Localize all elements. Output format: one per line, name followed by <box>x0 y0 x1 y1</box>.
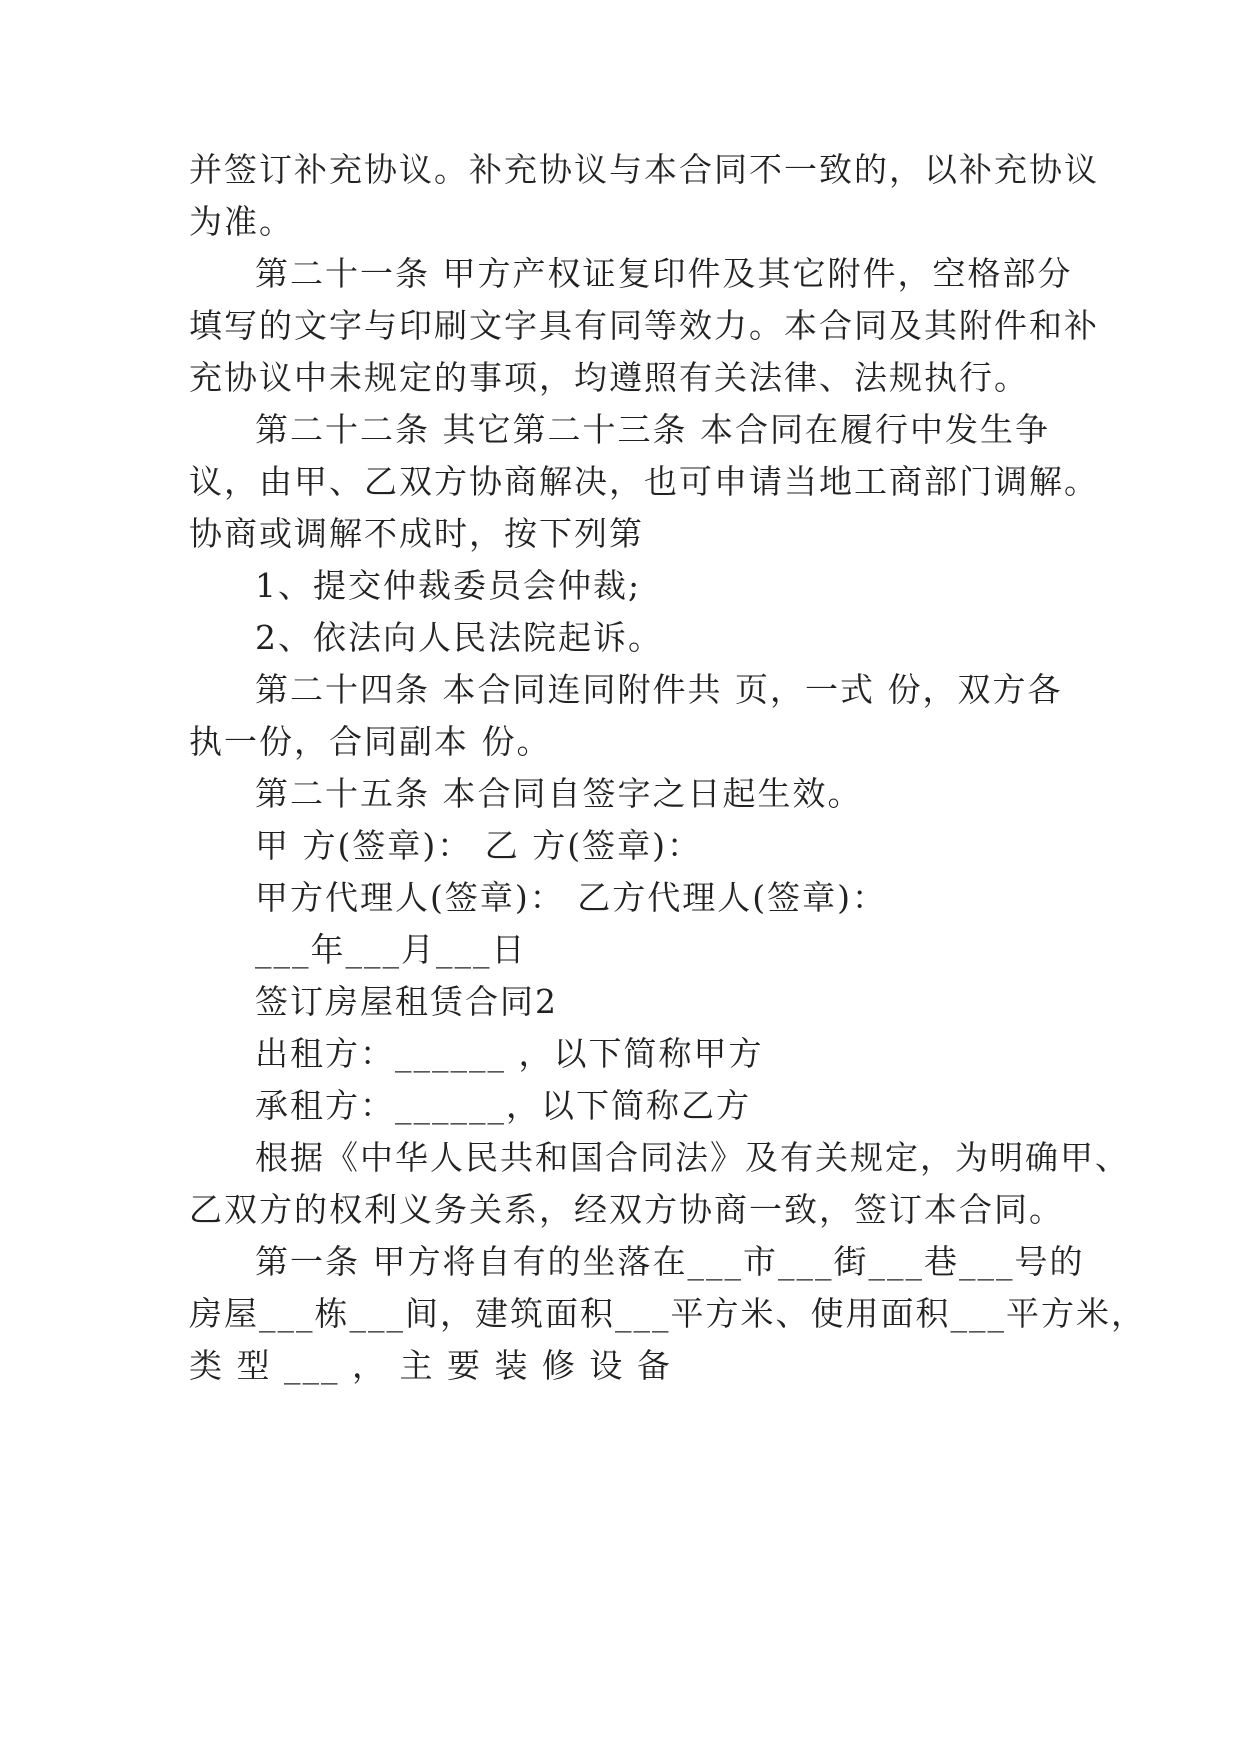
text-line: 房屋___栋___间，建筑面积___平方米、使用面积___平方米， <box>189 1294 1146 1333</box>
signature-line-agents: 甲方代理人(签章)： 乙方代理人(签章)： <box>255 878 887 917</box>
list-item: 2、依法向人民法院起诉。 <box>255 618 663 657</box>
text-line: 充协议中未规定的事项，均遵照有关法律、法规执行。 <box>189 358 1029 397</box>
text-line: 乙双方的权利义务关系，经双方协商一致，签订本合同。 <box>189 1190 1064 1229</box>
text-line: 填写的文字与印刷文字具有同等效力。本合同及其附件和补 <box>189 306 1099 345</box>
text-line: 协商或调解不成时，按下列第 <box>189 514 644 553</box>
section-title: 签订房屋租赁合同2 <box>255 982 558 1021</box>
text-line: 第二十一条 甲方产权证复印件及其它附件，空格部分 <box>255 254 1073 293</box>
list-item: 1、提交仲裁委员会仲裁; <box>255 566 642 605</box>
lessor-line: 出租方：______ ，以下简称甲方 <box>255 1034 764 1073</box>
text-line: 第二十五条 本合同自签字之日起生效。 <box>255 774 863 813</box>
text-line: 第一条 甲方将自有的坐落在___市___街___巷___号的 <box>255 1242 1085 1281</box>
text-line: 类 型 ___ ， 主 要 装 修 设 备 <box>189 1346 672 1385</box>
text-line: 为准。 <box>189 202 294 241</box>
signature-line-parties: 甲 方(签章)： 乙 方(签章)： <box>255 826 702 865</box>
text-line: 第二十二条 其它第二十三条 本合同在履行中发生争 <box>255 410 1050 449</box>
lessee-line: 承租方：______，以下简称乙方 <box>255 1086 751 1125</box>
date-line: ___年___月___日 <box>255 930 527 969</box>
text-line: 并签订补充协议。补充协议与本合同不一致的，以补充协议 <box>189 150 1099 189</box>
text-line: 第二十四条 本合同连同附件共 页，一式 份，双方各 <box>255 670 1063 709</box>
text-line: 执一份，合同副本 份。 <box>189 722 552 761</box>
text-line: 议，由甲、乙双方协商解决，也可申请当地工商部门调解。 <box>189 462 1099 501</box>
text-line: 根据《中华人民共和国合同法》及有关规定，为明确甲、 <box>255 1138 1130 1177</box>
